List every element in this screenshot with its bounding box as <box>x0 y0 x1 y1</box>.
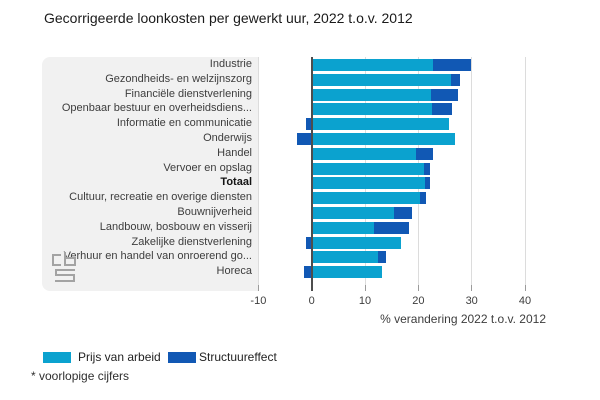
x-tick-label: 0 <box>308 295 315 307</box>
x-axis-label: % verandering 2022 t.o.v. 2012 <box>380 312 546 326</box>
bar-structuureffect <box>451 74 460 86</box>
bar-prijs-van-arbeid <box>312 103 432 115</box>
x-tick-label: 20 <box>412 295 425 307</box>
category-label: Landbouw, bosbouw en visserij <box>99 220 252 233</box>
gridline <box>525 57 526 285</box>
bar-structuureffect <box>432 103 452 115</box>
category-label: Financiële dienstverlening <box>124 87 252 100</box>
category-label: Onderwijs <box>203 131 252 144</box>
bar-prijs-van-arbeid <box>312 207 395 219</box>
zero-axis-line <box>311 57 313 291</box>
category-label: Industrie <box>209 58 252 70</box>
tick-mark <box>258 285 259 291</box>
bar-prijs-van-arbeid <box>312 251 378 263</box>
bar-prijs-van-arbeid <box>312 237 402 249</box>
bar-structuureffect <box>433 59 470 71</box>
legend-swatch-structuureffect <box>168 352 196 363</box>
tick-mark <box>471 285 472 291</box>
bar-structuureffect <box>394 207 412 219</box>
bar-prijs-van-arbeid <box>312 177 425 189</box>
bar-prijs-van-arbeid <box>312 192 421 204</box>
bar-prijs-van-arbeid <box>312 222 374 234</box>
category-label: Openbaar bestuur en overheidsdiens... <box>61 102 252 115</box>
x-tick-label: 10 <box>358 295 372 307</box>
bar-prijs-van-arbeid <box>312 89 431 101</box>
category-label: Gezondheids- en welzijnszorg <box>105 72 252 85</box>
bar-structuureffect <box>425 177 430 189</box>
legend-swatch-prijs-van-arbeid <box>43 352 71 363</box>
chart-title: Gecorrigeerde loonkosten per gewerkt uur, 2022 t.o.v. 2012 <box>44 10 413 26</box>
footnote: * voorlopige cijfers <box>31 369 130 383</box>
bar-structuureffect <box>297 133 312 145</box>
category-label: Horeca <box>216 265 252 278</box>
category-labels <box>42 57 259 279</box>
bar-structuureffect <box>424 163 429 175</box>
cbs-logo-icon <box>49 251 79 290</box>
bar-prijs-van-arbeid <box>312 74 451 86</box>
category-label: Informatie en communicatie <box>116 117 252 130</box>
bar-prijs-van-arbeid <box>312 59 434 71</box>
category-label: Totaal <box>220 176 252 189</box>
category-label: Cultuur, recreatie en overige diensten <box>69 191 252 204</box>
gridline <box>258 57 259 285</box>
category-label: Zakelijke dienstverlening <box>131 235 252 248</box>
bar-structuureffect <box>378 251 386 263</box>
x-tick-label: -10 <box>250 295 267 307</box>
legend-label-prijs-van-arbeid: Prijs van arbeid <box>78 350 161 364</box>
category-label: Handel <box>217 146 252 159</box>
bar-prijs-van-arbeid <box>312 118 450 130</box>
bar-prijs-van-arbeid <box>312 148 417 160</box>
category-label: Verhuur en handel van onroerend go... <box>63 250 252 263</box>
bar-prijs-van-arbeid <box>312 163 425 175</box>
plot-area <box>250 57 550 337</box>
gridline <box>471 57 472 285</box>
bar-structuureffect <box>431 89 458 101</box>
bar-prijs-van-arbeid <box>312 133 455 145</box>
x-tick-label: 40 <box>518 295 532 307</box>
bar-structuureffect <box>374 222 409 234</box>
tick-mark <box>525 285 526 291</box>
bar-structuureffect <box>416 148 433 160</box>
tick-mark <box>418 285 419 291</box>
tick-mark <box>365 285 366 291</box>
legend-label-structuureffect: Structuureffect <box>199 350 277 364</box>
category-label: Vervoer en opslag <box>163 161 252 174</box>
x-tick-label: 30 <box>465 295 478 307</box>
bar-prijs-van-arbeid <box>312 266 382 278</box>
bar-structuureffect <box>420 192 426 204</box>
category-label: Bouwnijverheid <box>177 205 252 218</box>
